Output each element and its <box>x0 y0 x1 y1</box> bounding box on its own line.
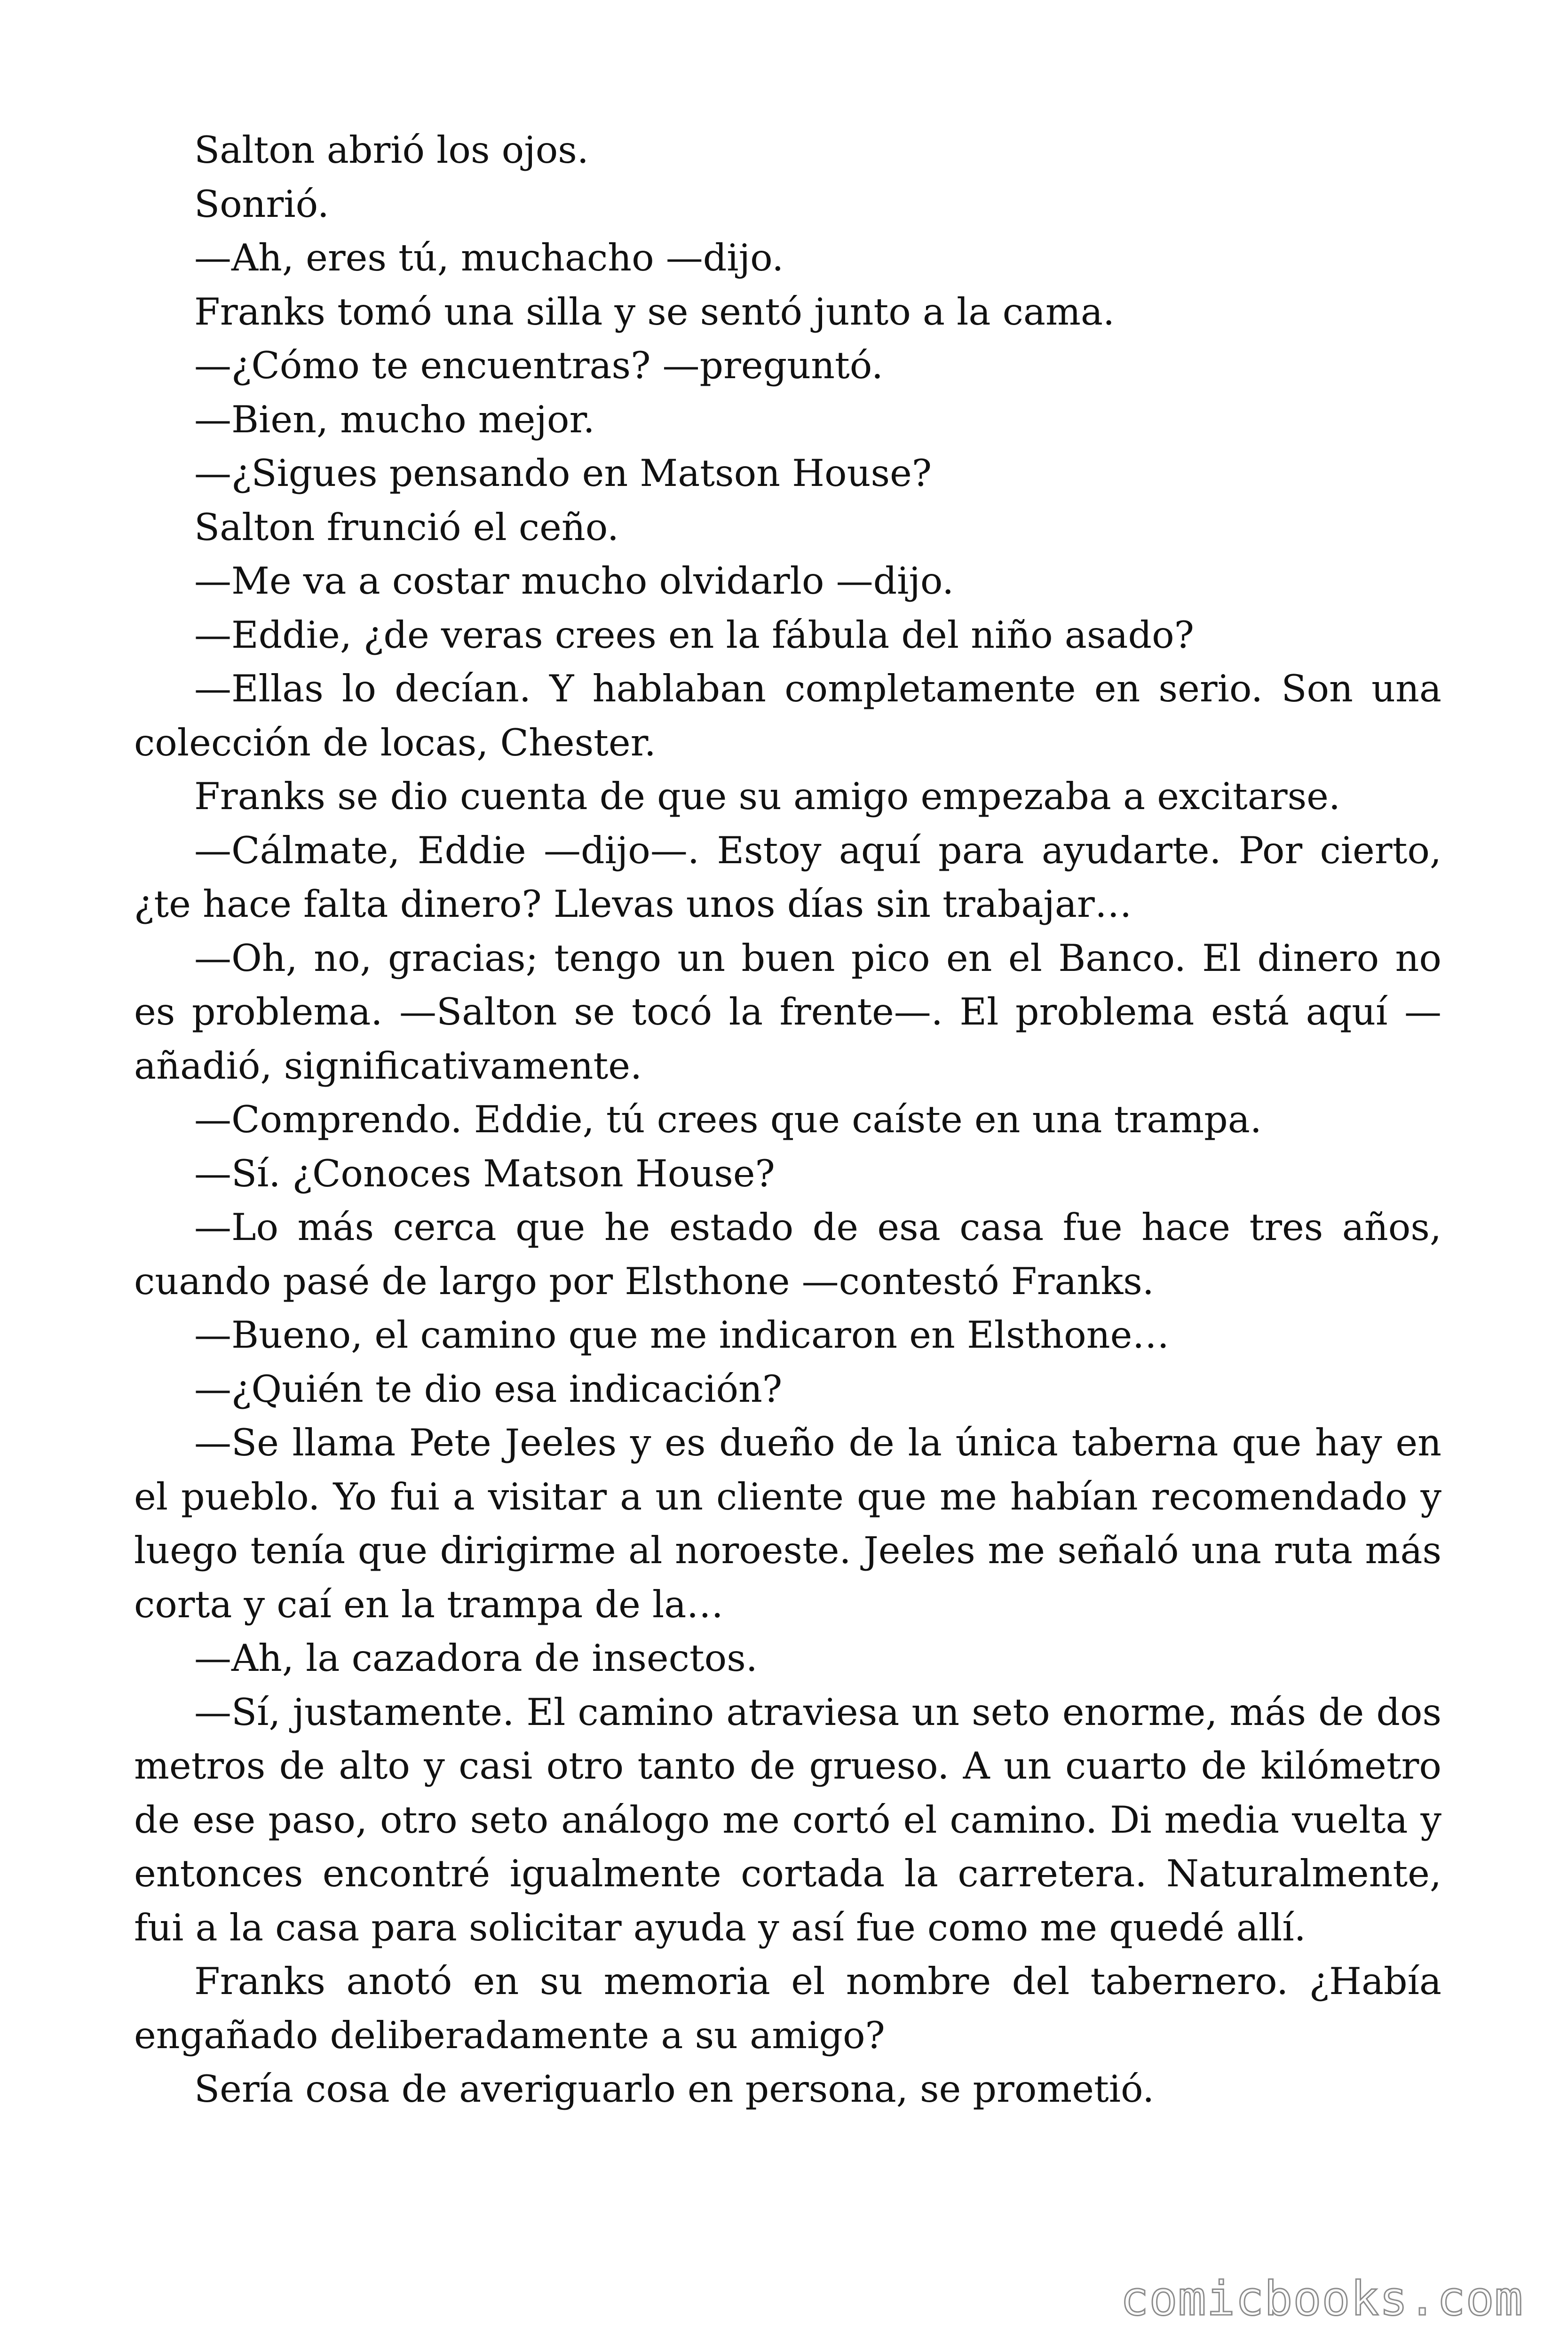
paragraph: —Bien, mucho mejor. <box>194 397 595 441</box>
paragraph: —Comprendo. Eddie, tú crees que caíste en una trampa. <box>194 1098 1262 1141</box>
paragraph: Franks tomó una silla y se sentó junto a la cama. <box>194 290 1115 334</box>
paragraph: —¿Cómo te encuentras? —preguntó. <box>194 344 884 387</box>
paragraph: Sonrió. <box>194 182 329 226</box>
paragraph: Sería cosa de averiguarlo en persona, se prometió. <box>194 2067 1155 2111</box>
paragraph: —Sí. ¿Conoces Matson House? <box>194 1152 775 1195</box>
paragraph: —Ellas lo decían. Y hablaban completamente en serio. Son una colección de locas, Chester. <box>134 667 1441 764</box>
paragraph: —Me va a costar mucho olvidarlo —dijo. <box>194 559 954 603</box>
paragraph: Franks se dio cuenta de que su amigo empezaba a excitarse. <box>194 775 1341 818</box>
paragraph: —¿Sigues pensando en Matson House? <box>194 452 932 495</box>
body-text <box>134 123 1441 2116</box>
paragraph: —Eddie, ¿de veras crees en la fábula del niño asado? <box>194 613 1195 657</box>
paragraph: —¿Quién te dio esa indicación? <box>194 1367 783 1411</box>
paragraph: —Cálmate, Eddie —dijo—. Estoy aquí para ayudarte. Por cierto, ¿te hace falta dinero? Llevas unos días sin trabajar… <box>134 828 1441 926</box>
paragraph: —Bueno, el camino que me indicaron en Elsthone… <box>194 1313 1170 1357</box>
paragraph: Franks anotó en su memoria el nombre del tabernero. ¿Había engañado deliberadamente a su amigo? <box>134 1960 1441 2057</box>
paragraph: —Ah, eres tú, muchacho —dijo. <box>194 236 784 279</box>
paragraph: —Ah, la cazadora de insectos. <box>194 1637 758 1680</box>
paragraph: —Lo más cerca que he estado de esa casa fue hace tres años, cuando pasé de largo por Elsthone —contestó Franks. <box>134 1206 1441 1303</box>
paragraph: —Se llama Pete Jeeles y es dueño de la única taberna que hay en el pueblo. Yo fui a visitar a un cliente que me habían recomendado y luego tenía que dirigirme al noroeste. Jeeles me señaló una ruta más corta y caí en la trampa de la… <box>134 1421 1441 1626</box>
watermark: comicbooks.com <box>1120 2271 1523 2326</box>
paragraph: Salton abrió los ojos. <box>194 128 589 172</box>
paragraph: —Sí, justamente. El camino atraviesa un seto enorme, más de dos metros de alto y casi otro tanto de grueso. A un cuarto de kilómetro de ese paso, otro seto análogo me cortó el camino. Di media vuelta y entonces encontré igualmente cortada la carretera. Naturalmente, fui a la casa para solicitar ayuda y así fue como me quedé allí. <box>134 1690 1441 1949</box>
paragraph: Salton frunció el ceño. <box>194 505 619 549</box>
paragraph: —Oh, no, gracias; tengo un buen pico en el Banco. El dinero no es problema. —Salton se tocó la frente—. El problema está aquí —añadió, significativamente. <box>134 936 1441 1088</box>
